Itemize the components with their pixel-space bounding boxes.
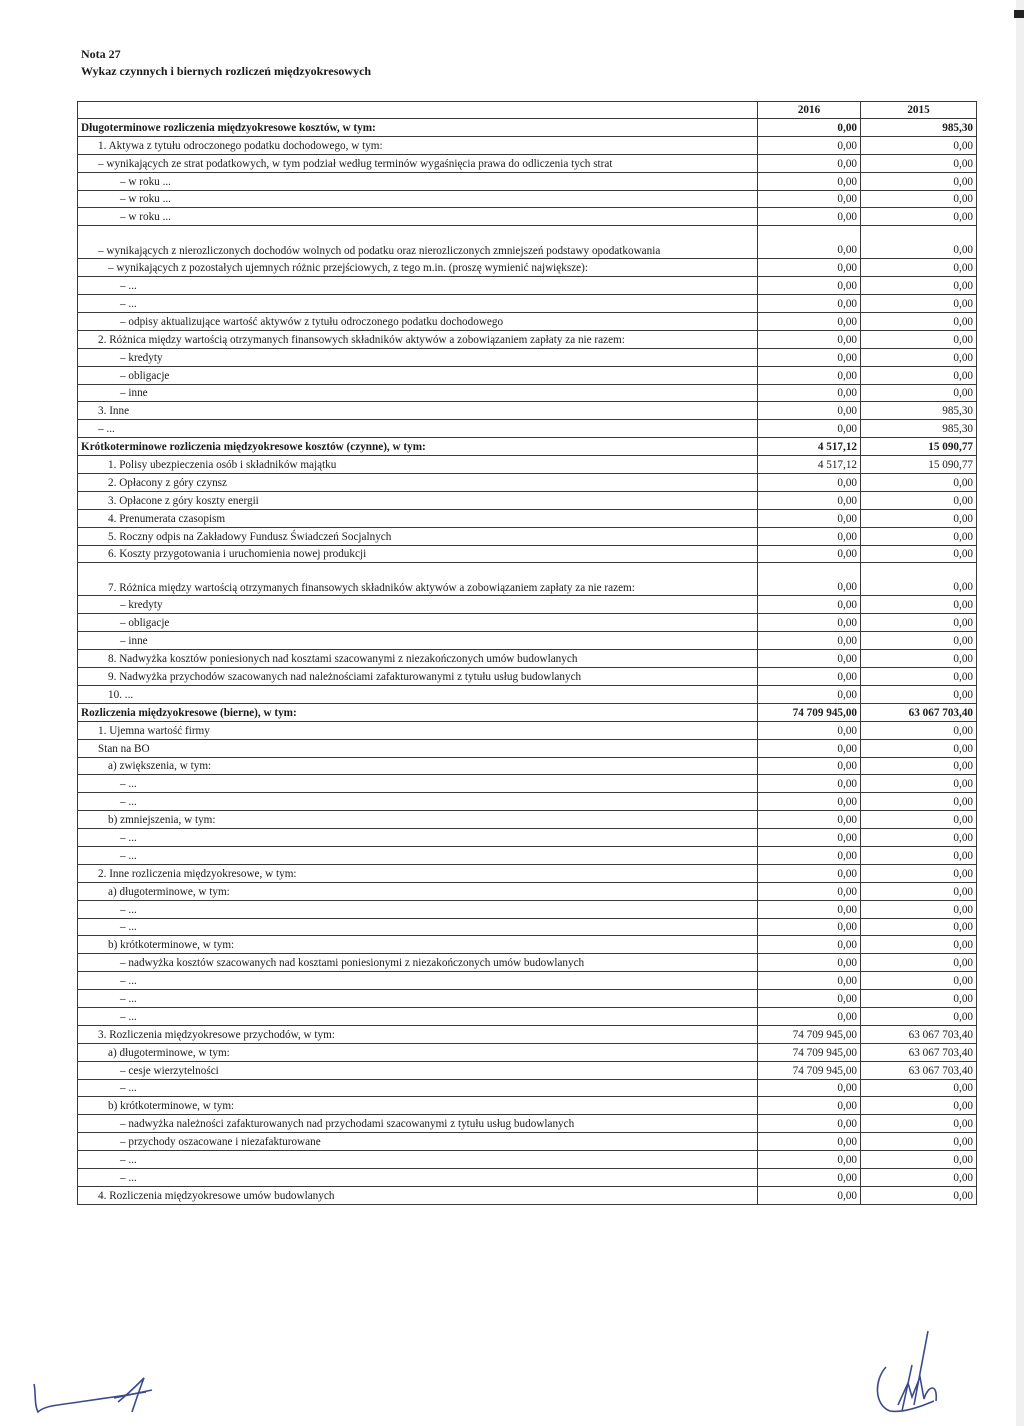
value-2016: 0,00 — [758, 990, 861, 1008]
header-label-cell — [78, 102, 758, 119]
value-2016: 74 709 945,00 — [758, 1061, 861, 1079]
table-row — [78, 632, 977, 650]
row-label: 5. Roczny odpis na Zakładowy Fundusz Świadczeń Socjalnych — [78, 527, 758, 545]
row-label: 4. Rozliczenia międzyokresowe umów budowlanych — [78, 1186, 758, 1204]
table-row — [78, 348, 977, 366]
table-row — [78, 721, 977, 739]
value-2015: 0,00 — [861, 864, 977, 882]
value-2016: 0,00 — [758, 632, 861, 650]
row-label: – ... — [78, 1168, 758, 1186]
document-header — [81, 46, 371, 80]
value-2015: 985,30 — [861, 119, 977, 137]
value-2015: 0,00 — [861, 829, 977, 847]
value-2016: 0,00 — [758, 420, 861, 438]
value-2015: 0,00 — [861, 172, 977, 190]
value-2016: 0,00 — [758, 900, 861, 918]
signature-left — [28, 1372, 178, 1418]
value-2016: 0,00 — [758, 226, 861, 259]
row-label: – nadwyżka należności zafakturowanych nad przychodami szacowanymi z tytułu usług budowlanych — [78, 1115, 758, 1133]
value-2015: 0,00 — [861, 330, 977, 348]
value-2016: 0,00 — [758, 208, 861, 226]
value-2015: 0,00 — [861, 918, 977, 936]
table-row — [78, 918, 977, 936]
value-2015: 0,00 — [861, 154, 977, 172]
value-2015: 0,00 — [861, 685, 977, 703]
table-row — [78, 775, 977, 793]
table-row — [78, 1025, 977, 1043]
value-2015: 15 090,77 — [861, 456, 977, 474]
value-2015: 0,00 — [861, 990, 977, 1008]
value-2015: 0,00 — [861, 882, 977, 900]
table-row — [78, 739, 977, 757]
table-row — [78, 438, 977, 456]
table-row — [78, 545, 977, 563]
table-row — [78, 1007, 977, 1025]
row-label: – ... — [78, 775, 758, 793]
row-label: b) krótkoterminowe, w tym: — [78, 936, 758, 954]
row-label: – w roku ... — [78, 208, 758, 226]
table-row — [78, 154, 977, 172]
row-label: – ... — [78, 277, 758, 295]
row-label: 8. Nadwyżka kosztów poniesionych nad kosztami szacowanymi z niezakończonych umów budowlanych — [78, 650, 758, 668]
value-2015: 0,00 — [861, 775, 977, 793]
value-2016: 0,00 — [758, 491, 861, 509]
table-row — [78, 864, 977, 882]
value-2016: 0,00 — [758, 330, 861, 348]
value-2016: 0,00 — [758, 721, 861, 739]
value-2015: 63 067 703,40 — [861, 1043, 977, 1061]
value-2015: 0,00 — [861, 295, 977, 313]
value-2016: 74 709 945,00 — [758, 1025, 861, 1043]
value-2016: 0,00 — [758, 1079, 861, 1097]
value-2016: 0,00 — [758, 757, 861, 775]
value-2016: 0,00 — [758, 509, 861, 527]
value-2016: 0,00 — [758, 1186, 861, 1204]
table-row — [78, 757, 977, 775]
accruals-table — [77, 101, 977, 1205]
value-2015: 0,00 — [861, 1079, 977, 1097]
table-row — [78, 703, 977, 721]
table-row — [78, 295, 977, 313]
table-row — [78, 527, 977, 545]
table-row — [78, 900, 977, 918]
value-2015: 0,00 — [861, 1186, 977, 1204]
value-2016: 0,00 — [758, 259, 861, 277]
row-label: 2. Opłacony z góry czynsz — [78, 474, 758, 492]
value-2015: 0,00 — [861, 348, 977, 366]
value-2016: 0,00 — [758, 793, 861, 811]
value-2016: 0,00 — [758, 864, 861, 882]
value-2016: 0,00 — [758, 1097, 861, 1115]
table-row — [78, 509, 977, 527]
value-2015: 0,00 — [861, 384, 977, 402]
value-2016: 0,00 — [758, 811, 861, 829]
value-2016: 0,00 — [758, 402, 861, 420]
row-label: – cesje wierzytelności — [78, 1061, 758, 1079]
row-label: 9. Nadwyżka przychodów szacowanych nad należnościami zafakturowanymi z tytułu usług budowlanych — [78, 668, 758, 686]
row-label: – ... — [78, 420, 758, 438]
column-header-2015: 2015 — [861, 102, 977, 119]
row-label: – inne — [78, 632, 758, 650]
table-row — [78, 563, 977, 596]
value-2016: 0,00 — [758, 918, 861, 936]
table-row — [78, 190, 977, 208]
document-title: Wykaz czynnych i biernych rozliczeń międzyokresowych — [81, 64, 372, 78]
scan-edge — [1016, 0, 1024, 1426]
value-2016: 0,00 — [758, 685, 861, 703]
value-2015: 0,00 — [861, 596, 977, 614]
table-row — [78, 136, 977, 154]
table-row — [78, 208, 977, 226]
value-2015: 0,00 — [861, 811, 977, 829]
value-2016: 74 709 945,00 — [758, 1043, 861, 1061]
row-label: b) krótkoterminowe, w tym: — [78, 1097, 758, 1115]
value-2016: 0,00 — [758, 739, 861, 757]
table-row — [78, 1186, 977, 1204]
value-2016: 4 517,12 — [758, 438, 861, 456]
value-2016: 0,00 — [758, 313, 861, 331]
value-2016: 0,00 — [758, 1007, 861, 1025]
table-row — [78, 259, 977, 277]
value-2016: 0,00 — [758, 384, 861, 402]
value-2015: 0,00 — [861, 1168, 977, 1186]
value-2015: 0,00 — [861, 1133, 977, 1151]
value-2015: 0,00 — [861, 757, 977, 775]
table-row — [78, 793, 977, 811]
value-2015: 0,00 — [861, 936, 977, 954]
table-row — [78, 972, 977, 990]
value-2016: 0,00 — [758, 119, 861, 137]
value-2015: 0,00 — [861, 527, 977, 545]
row-label: – w roku ... — [78, 172, 758, 190]
row-label: Rozliczenia międzyokresowe (bierne), w tym: — [78, 703, 758, 721]
value-2015: 0,00 — [861, 208, 977, 226]
row-label: 2. Inne rozliczenia międzyokresowe, w tym: — [78, 864, 758, 882]
row-label: 3. Rozliczenia międzyokresowe przychodów, w tym: — [78, 1025, 758, 1043]
row-label: Krótkoterminowe rozliczenia międzyokresowe kosztów (czynne), w tym: — [78, 438, 758, 456]
table-row — [78, 685, 977, 703]
value-2016: 0,00 — [758, 596, 861, 614]
row-label: a) długoterminowe, w tym: — [78, 1043, 758, 1061]
value-2015: 63 067 703,40 — [861, 1061, 977, 1079]
row-label: 3. Opłacone z góry koszty energii — [78, 491, 758, 509]
value-2015: 0,00 — [861, 190, 977, 208]
value-2015: 0,00 — [861, 614, 977, 632]
row-label: – nadwyżka kosztów szacowanych nad kosztami poniesionymi z niezakończonych umów budowlanych — [78, 954, 758, 972]
table-row — [78, 456, 977, 474]
value-2016: 0,00 — [758, 190, 861, 208]
table-row — [78, 402, 977, 420]
value-2015: 0,00 — [861, 900, 977, 918]
value-2015: 15 090,77 — [861, 438, 977, 456]
column-header-2016: 2016 — [758, 102, 861, 119]
row-label: – wynikających z pozostałych ujemnych różnic przejściowych, z tego m.in. (proszę wymienić największe): — [78, 259, 758, 277]
table-row — [78, 650, 977, 668]
value-2015: 0,00 — [861, 277, 977, 295]
table-row — [78, 384, 977, 402]
row-label: 2. Różnica między wartością otrzymanych finansowych składników aktywów a zobowiązaniem zapłaty za nie razem: — [78, 330, 758, 348]
value-2015: 0,00 — [861, 954, 977, 972]
value-2016: 0,00 — [758, 882, 861, 900]
value-2015: 0,00 — [861, 366, 977, 384]
table-row — [78, 172, 977, 190]
row-label: – wynikających ze strat podatkowych, w tym podział według terminów wygaśnięcia prawa do odliczenia tych strat — [78, 154, 758, 172]
row-label: – kredyty — [78, 348, 758, 366]
table-row — [78, 1115, 977, 1133]
value-2016: 0,00 — [758, 936, 861, 954]
value-2015: 0,00 — [861, 1115, 977, 1133]
value-2016: 0,00 — [758, 1151, 861, 1169]
value-2015: 985,30 — [861, 420, 977, 438]
table-row — [78, 846, 977, 864]
row-label: – ... — [78, 900, 758, 918]
row-label: – ... — [78, 846, 758, 864]
table-row — [78, 330, 977, 348]
table-row — [78, 1151, 977, 1169]
table-row — [78, 1168, 977, 1186]
value-2015: 0,00 — [861, 226, 977, 259]
row-label: – obligacje — [78, 366, 758, 384]
table-header-row — [78, 102, 977, 119]
value-2016: 0,00 — [758, 545, 861, 563]
value-2015: 0,00 — [861, 313, 977, 331]
value-2016: 0,00 — [758, 366, 861, 384]
row-label: – ... — [78, 1007, 758, 1025]
row-label: 1. Aktywa z tytułu odroczonego podatku dochodowego, w tym: — [78, 136, 758, 154]
row-label: – odpisy aktualizujące wartość aktywów z tytułu odroczonego podatku dochodowego — [78, 313, 758, 331]
row-label: – ... — [78, 918, 758, 936]
value-2016: 0,00 — [758, 1115, 861, 1133]
table-row — [78, 614, 977, 632]
value-2016: 74 709 945,00 — [758, 703, 861, 721]
row-label: Stan na BO — [78, 739, 758, 757]
value-2016: 4 517,12 — [758, 456, 861, 474]
row-label: Długoterminowe rozliczenia międzyokresowe kosztów, w tym: — [78, 119, 758, 137]
table-row — [78, 882, 977, 900]
value-2015: 63 067 703,40 — [861, 1025, 977, 1043]
row-label: 7. Różnica między wartością otrzymanych finansowych składników aktywów a zobowiązaniem zapłaty za nie razem: — [78, 563, 758, 596]
row-label: b) zmniejszenia, w tym: — [78, 811, 758, 829]
table-row — [78, 936, 977, 954]
row-label: 1. Ujemna wartość firmy — [78, 721, 758, 739]
table-row — [78, 119, 977, 137]
row-label: – ... — [78, 793, 758, 811]
value-2015: 63 067 703,40 — [861, 703, 977, 721]
row-label: 10. ... — [78, 685, 758, 703]
table-row — [78, 491, 977, 509]
row-label: 6. Koszty przygotowania i uruchomienia nowej produkcji — [78, 545, 758, 563]
value-2016: 0,00 — [758, 136, 861, 154]
table-row — [78, 990, 977, 1008]
row-label: – obligacje — [78, 614, 758, 632]
value-2016: 0,00 — [758, 277, 861, 295]
table-row — [78, 1133, 977, 1151]
row-label: – ... — [78, 972, 758, 990]
table-row — [78, 313, 977, 331]
value-2015: 0,00 — [861, 668, 977, 686]
row-label: a) długoterminowe, w tym: — [78, 882, 758, 900]
row-label: – inne — [78, 384, 758, 402]
value-2016: 0,00 — [758, 954, 861, 972]
row-label: – ... — [78, 990, 758, 1008]
row-label: – ... — [78, 1079, 758, 1097]
value-2015: 0,00 — [861, 474, 977, 492]
table-row — [78, 226, 977, 259]
table-row — [78, 596, 977, 614]
note-number: Nota 27 — [81, 47, 121, 61]
value-2015: 0,00 — [861, 545, 977, 563]
value-2016: 0,00 — [758, 172, 861, 190]
value-2016: 0,00 — [758, 972, 861, 990]
value-2015: 0,00 — [861, 259, 977, 277]
value-2016: 0,00 — [758, 829, 861, 847]
value-2015: 0,00 — [861, 793, 977, 811]
value-2016: 0,00 — [758, 1133, 861, 1151]
scan-mark — [1014, 10, 1024, 18]
table-row — [78, 1043, 977, 1061]
value-2015: 0,00 — [861, 491, 977, 509]
value-2016: 0,00 — [758, 295, 861, 313]
row-label: – kredyty — [78, 596, 758, 614]
value-2016: 0,00 — [758, 348, 861, 366]
value-2015: 0,00 — [861, 136, 977, 154]
value-2015: 985,30 — [861, 402, 977, 420]
value-2016: 0,00 — [758, 846, 861, 864]
table-row — [78, 829, 977, 847]
value-2015: 0,00 — [861, 1151, 977, 1169]
row-label: – w roku ... — [78, 190, 758, 208]
value-2015: 0,00 — [861, 721, 977, 739]
table-row — [78, 954, 977, 972]
row-label: – ... — [78, 1151, 758, 1169]
value-2015: 0,00 — [861, 650, 977, 668]
row-label: 1. Polisy ubezpieczenia osób i składników majątku — [78, 456, 758, 474]
table-row — [78, 420, 977, 438]
value-2015: 0,00 — [861, 1007, 977, 1025]
table-row — [78, 668, 977, 686]
table-row — [78, 1061, 977, 1079]
row-label: – ... — [78, 295, 758, 313]
value-2016: 0,00 — [758, 1168, 861, 1186]
value-2016: 0,00 — [758, 527, 861, 545]
value-2016: 0,00 — [758, 563, 861, 596]
value-2015: 0,00 — [861, 1097, 977, 1115]
row-label: – wynikających z nierozliczonych dochodów wolnych od podatku oraz nierozliczonych zmniejszeń podstawy opodatkowania — [78, 226, 758, 259]
value-2016: 0,00 — [758, 614, 861, 632]
value-2016: 0,00 — [758, 650, 861, 668]
table-row — [78, 811, 977, 829]
value-2016: 0,00 — [758, 154, 861, 172]
row-label: 4. Prenumerata czasopism — [78, 509, 758, 527]
value-2016: 0,00 — [758, 668, 861, 686]
signature-right — [868, 1325, 948, 1415]
value-2015: 0,00 — [861, 846, 977, 864]
row-label: 3. Inne — [78, 402, 758, 420]
value-2015: 0,00 — [861, 972, 977, 990]
table-row — [78, 366, 977, 384]
row-label: – ... — [78, 829, 758, 847]
value-2016: 0,00 — [758, 474, 861, 492]
table-row — [78, 474, 977, 492]
table-row — [78, 1079, 977, 1097]
row-label: – przychody oszacowane i niezafakturowane — [78, 1133, 758, 1151]
value-2015: 0,00 — [861, 563, 977, 596]
table-row — [78, 1097, 977, 1115]
table-row — [78, 277, 977, 295]
row-label: a) zwiększenia, w tym: — [78, 757, 758, 775]
value-2016: 0,00 — [758, 775, 861, 793]
value-2015: 0,00 — [861, 739, 977, 757]
value-2015: 0,00 — [861, 509, 977, 527]
value-2015: 0,00 — [861, 632, 977, 650]
